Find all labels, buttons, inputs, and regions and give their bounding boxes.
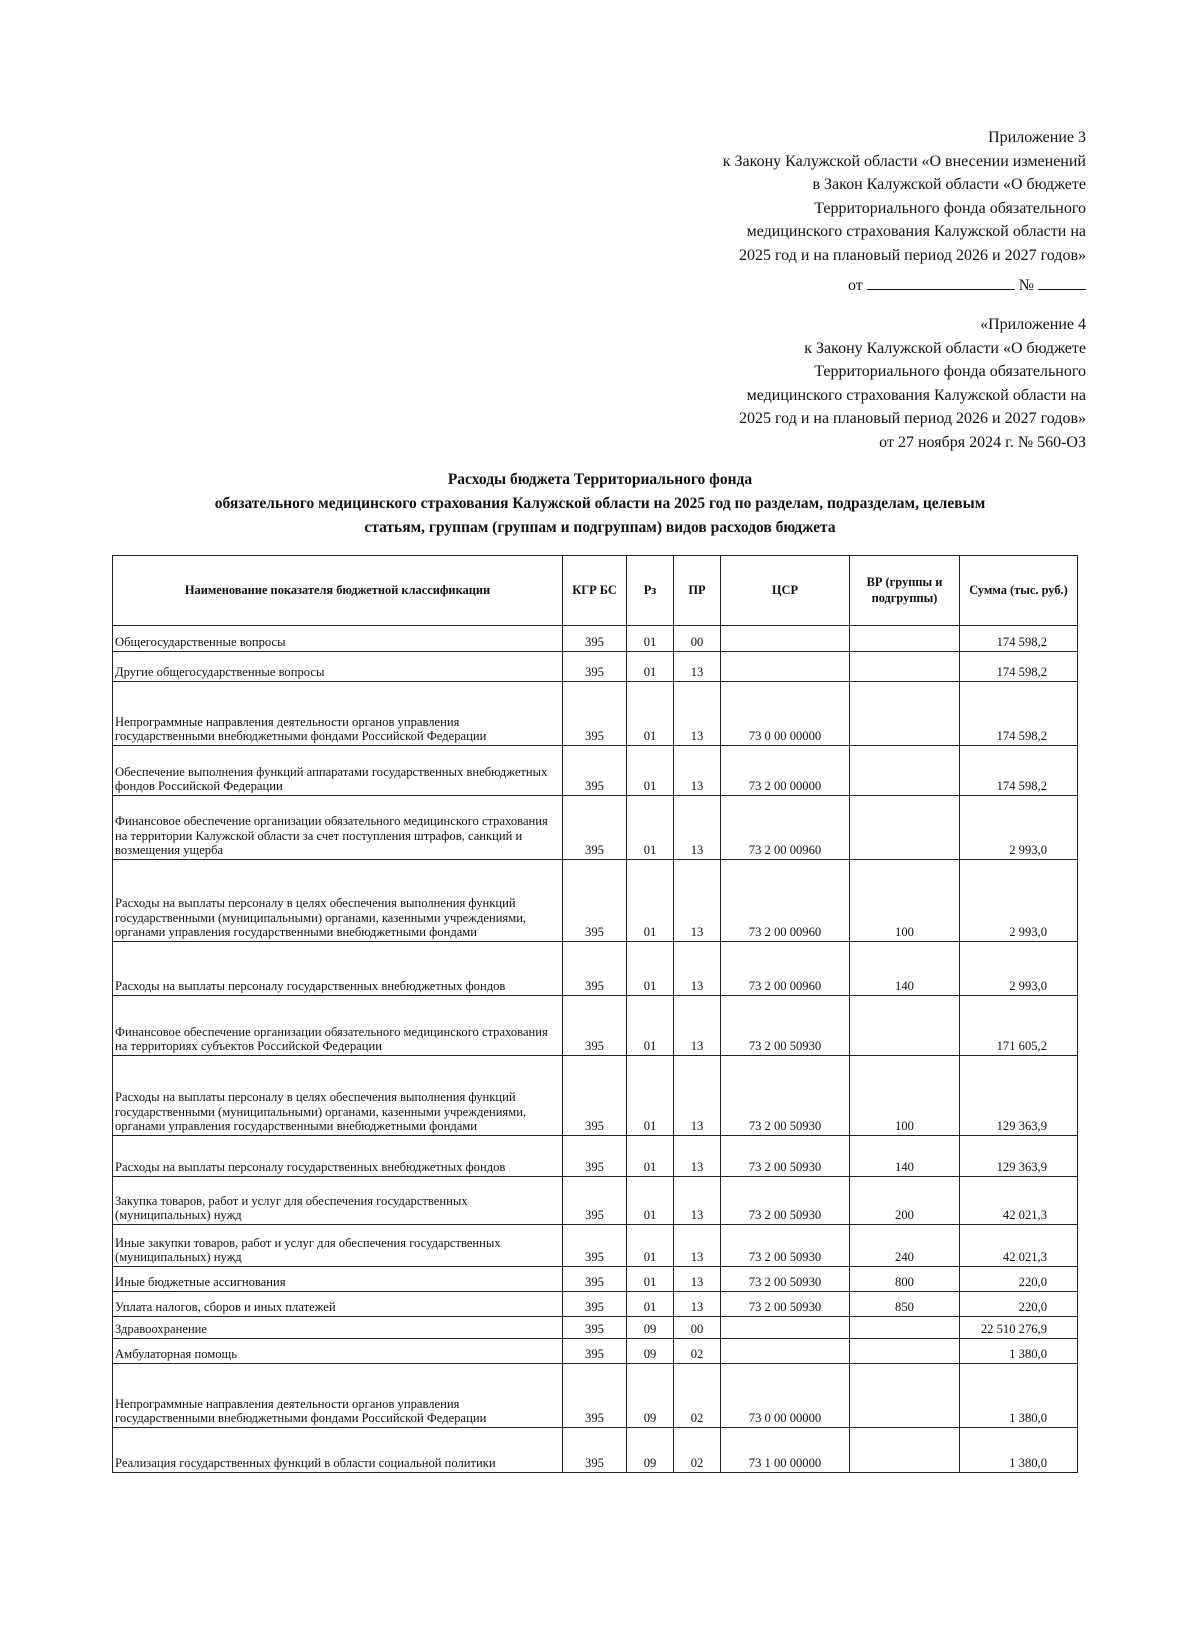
cell-pr: 00 xyxy=(674,626,721,652)
cell-csr: 73 0 00 00000 xyxy=(721,1364,850,1428)
cell-vr: 100 xyxy=(850,1056,960,1136)
cell-csr: 73 2 00 00960 xyxy=(721,796,850,860)
cell-name: Расходы на выплаты персоналу государственных внебюджетных фондов xyxy=(113,942,563,996)
cell-sum: 1 380,0 xyxy=(960,1428,1078,1473)
cell-kgrbs: 395 xyxy=(563,996,627,1056)
table-row xyxy=(113,796,1078,860)
cell-name: Непрограммные направления деятельности органов управления государственными внебюджетными фондами Российской Федерации xyxy=(113,682,563,746)
cell-rz: 01 xyxy=(627,1056,674,1136)
cell-kgrbs: 395 xyxy=(563,1292,627,1317)
cell-sum: 174 598,2 xyxy=(960,652,1078,682)
cell-pr: 13 xyxy=(674,746,721,796)
cell-sum: 174 598,2 xyxy=(960,746,1078,796)
document-title xyxy=(110,468,1090,540)
cell-pr: 02 xyxy=(674,1339,721,1364)
header-vr: ВР (группы и подгруппы) xyxy=(850,556,960,626)
cell-kgrbs: 395 xyxy=(563,1136,627,1177)
table-row xyxy=(113,1225,1078,1267)
appendix-4-line: Территориального фонда обязательного xyxy=(814,363,1086,381)
appendix-3-header xyxy=(723,126,1086,297)
cell-kgrbs: 395 xyxy=(563,746,627,796)
cell-vr xyxy=(850,1364,960,1428)
cell-sum: 171 605,2 xyxy=(960,996,1078,1056)
cell-name: Уплата налогов, сборов и иных платежей xyxy=(113,1292,563,1317)
cell-vr: 240 xyxy=(850,1225,960,1267)
cell-vr xyxy=(850,652,960,682)
title-line: Расходы бюджета Территориального фонда xyxy=(447,471,753,488)
table-row xyxy=(113,942,1078,996)
cell-rz: 01 xyxy=(627,1267,674,1292)
cell-rz: 09 xyxy=(627,1339,674,1364)
header-kgrbs: КГР БС xyxy=(563,556,627,626)
cell-pr: 13 xyxy=(674,1267,721,1292)
date-blank xyxy=(867,275,1015,290)
cell-pr: 13 xyxy=(674,682,721,746)
cell-vr: 200 xyxy=(850,1177,960,1225)
cell-sum: 2 993,0 xyxy=(960,942,1078,996)
title-line: статьям, группам (группам и подгруппам) видов расходов бюджета xyxy=(364,519,836,536)
cell-vr: 140 xyxy=(850,942,960,996)
cell-pr: 13 xyxy=(674,996,721,1056)
appendix-3-date-line xyxy=(723,274,1086,298)
cell-kgrbs: 395 xyxy=(563,652,627,682)
cell-pr: 13 xyxy=(674,796,721,860)
table-row xyxy=(113,1428,1078,1473)
cell-sum: 220,0 xyxy=(960,1292,1078,1317)
cell-rz: 09 xyxy=(627,1364,674,1428)
cell-kgrbs: 395 xyxy=(563,1177,627,1225)
cell-rz: 01 xyxy=(627,942,674,996)
appendix-3-line: 2025 год и на плановый период 2026 и 2027 годов» xyxy=(738,246,1086,264)
cell-pr: 13 xyxy=(674,1056,721,1136)
cell-pr: 13 xyxy=(674,652,721,682)
cell-rz: 01 xyxy=(627,652,674,682)
cell-kgrbs: 395 xyxy=(563,1317,627,1339)
cell-name: Другие общегосударственные вопросы xyxy=(113,652,563,682)
cell-name: Расходы на выплаты персоналу в целях обеспечения выполнения функций государственными (муниципальными) органами, казенными учреждениями, органами управления государственными внебюджетными фондами xyxy=(113,1056,563,1136)
cell-vr: 100 xyxy=(850,860,960,942)
appendix-3-line: Территориального фонда обязательного xyxy=(814,199,1086,217)
cell-sum: 42 021,3 xyxy=(960,1177,1078,1225)
cell-vr: 800 xyxy=(850,1267,960,1292)
cell-sum: 174 598,2 xyxy=(960,682,1078,746)
cell-name: Финансовое обеспечение организации обязательного медицинского страхования на территории Калужской области за счет поступления штрафов, санкций и возмещения ущерба xyxy=(113,796,563,860)
date-prefix: от xyxy=(847,276,863,294)
cell-kgrbs: 395 xyxy=(563,942,627,996)
cell-csr xyxy=(721,626,850,652)
table-row xyxy=(113,746,1078,796)
cell-csr: 73 2 00 00960 xyxy=(721,860,850,942)
table-header-row xyxy=(113,556,1078,626)
cell-vr: 140 xyxy=(850,1136,960,1177)
cell-sum: 174 598,2 xyxy=(960,626,1078,652)
cell-sum: 1 380,0 xyxy=(960,1339,1078,1364)
cell-pr: 13 xyxy=(674,1225,721,1267)
table-row xyxy=(113,1177,1078,1225)
cell-pr: 13 xyxy=(674,1292,721,1317)
cell-name: Расходы на выплаты персоналу в целях обеспечения выполнения функций государственными (муниципальными) органами, казенными учреждениями, органами управления государственными внебюджетными фондами xyxy=(113,860,563,942)
cell-pr: 02 xyxy=(674,1428,721,1473)
cell-vr xyxy=(850,796,960,860)
cell-name: Финансовое обеспечение организации обязательного медицинского страхования на территориях субъектов Российской Федерации xyxy=(113,996,563,1056)
cell-vr xyxy=(850,746,960,796)
cell-sum: 220,0 xyxy=(960,1267,1078,1292)
cell-vr xyxy=(850,1317,960,1339)
cell-sum: 42 021,3 xyxy=(960,1225,1078,1267)
cell-kgrbs: 395 xyxy=(563,1339,627,1364)
cell-kgrbs: 395 xyxy=(563,1364,627,1428)
cell-pr: 00 xyxy=(674,1317,721,1339)
cell-kgrbs: 395 xyxy=(563,682,627,746)
cell-name: Амбулаторная помощь xyxy=(113,1339,563,1364)
table-body xyxy=(113,626,1078,1473)
table-row xyxy=(113,1136,1078,1177)
cell-vr xyxy=(850,1428,960,1473)
cell-kgrbs: 395 xyxy=(563,860,627,942)
table-row xyxy=(113,1317,1078,1339)
cell-csr: 73 0 00 00000 xyxy=(721,682,850,746)
cell-csr xyxy=(721,1317,850,1339)
number-prefix: № xyxy=(1018,276,1034,294)
cell-rz: 01 xyxy=(627,1136,674,1177)
appendix-4-line: от 27 ноября 2024 г. № 560-ОЗ xyxy=(879,433,1086,451)
cell-vr xyxy=(850,996,960,1056)
cell-csr: 73 2 00 50930 xyxy=(721,1225,850,1267)
header-csr: ЦСР xyxy=(721,556,850,626)
number-blank xyxy=(1038,275,1086,290)
cell-rz: 09 xyxy=(627,1428,674,1473)
cell-rz: 01 xyxy=(627,1292,674,1317)
cell-name: Иные закупки товаров, работ и услуг для обеспечения государственных (муниципальных) нужд xyxy=(113,1225,563,1267)
cell-csr xyxy=(721,652,850,682)
cell-rz: 01 xyxy=(627,682,674,746)
cell-name: Реализация государственных функций в области социальной политики xyxy=(113,1428,563,1473)
table-row xyxy=(113,1056,1078,1136)
cell-rz: 01 xyxy=(627,860,674,942)
cell-csr: 73 2 00 00000 xyxy=(721,746,850,796)
cell-pr: 13 xyxy=(674,1177,721,1225)
appendix-3-line: в Закон Калужской области «О бюджете xyxy=(812,176,1086,194)
cell-rz: 01 xyxy=(627,626,674,652)
appendix-4-line: к Закону Калужской области «О бюджете xyxy=(804,339,1086,357)
cell-csr: 73 2 00 50930 xyxy=(721,996,850,1056)
cell-pr: 13 xyxy=(674,1136,721,1177)
cell-sum: 2 993,0 xyxy=(960,796,1078,860)
cell-csr xyxy=(721,1339,850,1364)
appendix-4-line: «Приложение 4 xyxy=(980,316,1086,333)
table-row xyxy=(113,1339,1078,1364)
table-row xyxy=(113,1364,1078,1428)
cell-rz: 01 xyxy=(627,1225,674,1267)
table-row xyxy=(113,860,1078,942)
cell-csr: 73 2 00 50930 xyxy=(721,1177,850,1225)
budget-table xyxy=(112,555,1078,1473)
cell-sum: 22 510 276,9 xyxy=(960,1317,1078,1339)
cell-kgrbs: 395 xyxy=(563,1056,627,1136)
cell-csr: 73 2 00 50930 xyxy=(721,1136,850,1177)
cell-pr: 13 xyxy=(674,942,721,996)
cell-vr xyxy=(850,1339,960,1364)
cell-rz: 01 xyxy=(627,796,674,860)
cell-csr: 73 2 00 50930 xyxy=(721,1267,850,1292)
header-pr: ПР xyxy=(674,556,721,626)
cell-name: Иные бюджетные ассигнования xyxy=(113,1267,563,1292)
title-line: обязательного медицинского страхования Калужской области на 2025 год по разделам, подразделам, целевым xyxy=(214,495,986,512)
cell-sum: 2 993,0 xyxy=(960,860,1078,942)
cell-pr: 02 xyxy=(674,1364,721,1428)
cell-sum: 1 380,0 xyxy=(960,1364,1078,1428)
cell-rz: 09 xyxy=(627,1317,674,1339)
appendix-4-header xyxy=(739,313,1086,455)
table-row xyxy=(113,682,1078,746)
cell-name: Обеспечение выполнения функций аппаратами государственных внебюджетных фондов Российской Федерации xyxy=(113,746,563,796)
cell-name: Закупка товаров, работ и услуг для обеспечения государственных (муниципальных) нужд xyxy=(113,1177,563,1225)
cell-vr: 850 xyxy=(850,1292,960,1317)
header-rz: Рз xyxy=(627,556,674,626)
cell-rz: 01 xyxy=(627,746,674,796)
cell-name: Здравоохранение xyxy=(113,1317,563,1339)
appendix-3-line: Приложение 3 xyxy=(988,129,1086,146)
header-sum: Сумма (тыс. руб.) xyxy=(960,556,1078,626)
cell-kgrbs: 395 xyxy=(563,1267,627,1292)
table-row xyxy=(113,652,1078,682)
table-row xyxy=(113,996,1078,1056)
appendix-3-line: к Закону Калужской области «О внесении изменений xyxy=(722,152,1086,170)
cell-vr xyxy=(850,682,960,746)
cell-kgrbs: 395 xyxy=(563,1428,627,1473)
appendix-3-line: медицинского страхования Калужской области на xyxy=(746,223,1086,241)
cell-kgrbs: 395 xyxy=(563,1225,627,1267)
cell-vr xyxy=(850,626,960,652)
table-row xyxy=(113,1292,1078,1317)
header-name: Наименование показателя бюджетной классификации xyxy=(113,556,563,626)
cell-pr: 13 xyxy=(674,860,721,942)
appendix-4-line: 2025 год и на плановый период 2026 и 2027 годов» xyxy=(738,410,1086,428)
cell-name: Расходы на выплаты персоналу государственных внебюджетных фондов xyxy=(113,1136,563,1177)
table-row xyxy=(113,1267,1078,1292)
cell-kgrbs: 395 xyxy=(563,796,627,860)
cell-sum: 129 363,9 xyxy=(960,1056,1078,1136)
cell-name: Непрограммные направления деятельности органов управления государственными внебюджетными фондами Российской Федерации xyxy=(113,1364,563,1428)
cell-csr: 73 2 00 00960 xyxy=(721,942,850,996)
cell-rz: 01 xyxy=(627,1177,674,1225)
table-row xyxy=(113,626,1078,652)
cell-rz: 01 xyxy=(627,996,674,1056)
appendix-4-line: медицинского страхования Калужской области на xyxy=(746,386,1086,404)
cell-csr: 73 2 00 50930 xyxy=(721,1292,850,1317)
cell-kgrbs: 395 xyxy=(563,626,627,652)
cell-csr: 73 1 00 00000 xyxy=(721,1428,850,1473)
cell-name: Общегосударственные вопросы xyxy=(113,626,563,652)
cell-csr: 73 2 00 50930 xyxy=(721,1056,850,1136)
cell-sum: 129 363,9 xyxy=(960,1136,1078,1177)
